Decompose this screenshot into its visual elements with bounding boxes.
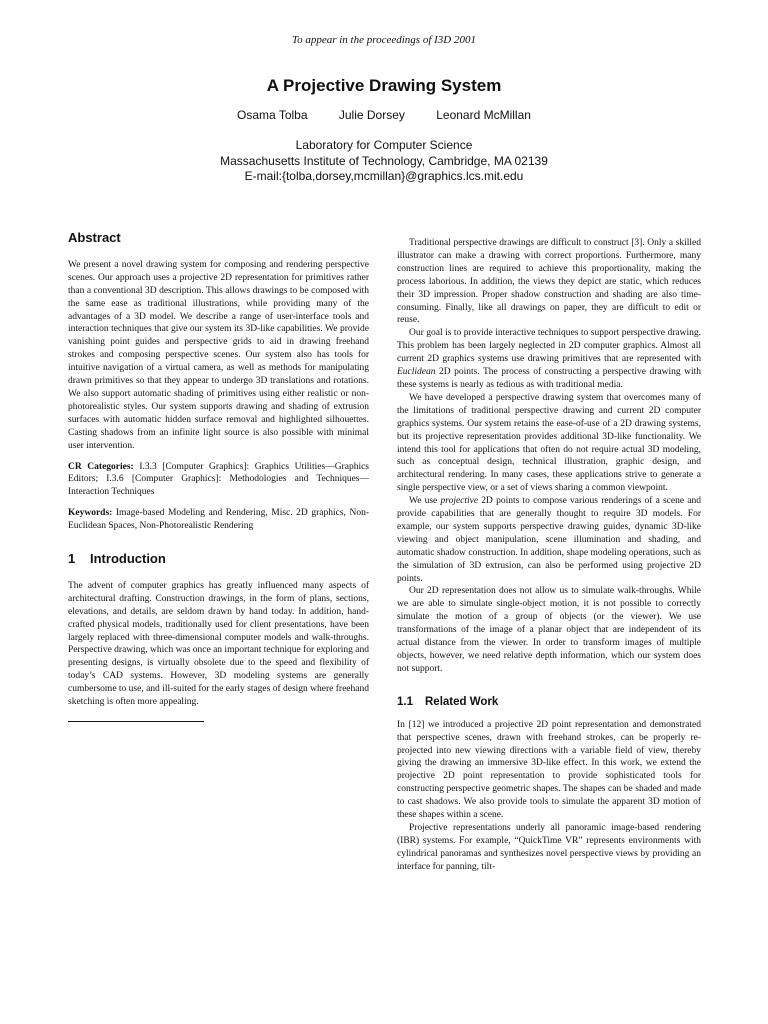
- cr-categories: [68, 461, 369, 500]
- intro-paragraph: The advent of computer graphics has greatly influenced many aspects of architectural drafting. Construction drawings, in the form of plans, sections, elevations, and details, are seldom drawn by hand today. In addition, hand-crafted physical models, traditionally used for client presentations, have been largely replaced with three-dimensional computer models and walk-throughs. Perspective drawing, which was once an important technique for exploring and presenting designs, is virtually obsolete due to the speed and flexibility of today’s CAD systems. However, 3D modeling systems are generally cumbersome to use, and ill-suited for the early stages of design where freehand sketching is often more appealing.: [68, 580, 370, 708]
- intro-paragraph: Our goal is to provide interactive techniques to support perspective drawing. This problem has been largely neglected in 2D computer graphics. Almost all current 2D graphics systems use drawing primitives that are represented with Euclidean 2D points. The process of constructing a perspective drawing with these systems is nearly as tedious as with traditional media.: [397, 328, 701, 390]
- keywords-label: Keywords:: [68, 508, 113, 519]
- intro-paragraph: Our 2D representation does not allow us to simulate walk-throughs. While we are able to simulate single-object motion, it is not possible to correctly simulate the motion of a group of objects (or the viewer). We use transformations of the image of a planar object that are independent of its actual distance from the viewer. In order to transform images of multiple objects, however, we need relative depth information, which our system does not support.: [397, 586, 701, 674]
- section-heading-related-work: [397, 696, 701, 709]
- affiliation-email: E-mail:{tolba,dorsey,mcmillan}@graphics.lcs.mit.edu: [244, 169, 524, 183]
- emphasis-text: projective: [440, 496, 479, 507]
- author-name: Osama Tolba: [237, 108, 308, 122]
- left-column: [68, 232, 369, 722]
- author-list: [0, 108, 768, 122]
- abstract-heading: Abstract: [68, 230, 121, 245]
- keywords-text: Image-based Modeling and Rendering, Misc. 2D graphics, Non-Euclidean Spaces, Non-Photorealistic Rendering: [68, 508, 369, 532]
- related-paragraph: In [12] we introduced a projective 2D point representation and demonstrated that perspective scenes, drawn with freehand strokes, can be properly re-projected into new viewing directions with a variable field of view, thereby giving the drawing an immersive 3D-like effect. In this work, we extend the projective 2D point representation to provide sophisticated tools for constructing perspective geometric shapes. The shapes can be shaded and made to cast shadows. We also provide tools to simulate the apparent 3D motion of these shapes within a scene.: [397, 719, 701, 821]
- intro-paragraph: We have developed a perspective drawing system that overcomes many of the limitations of traditional perspective drawing and current 2D computer graphics systems. Our system retains the ease-of-use of a 2D drawing systems, but its projective representation provides additional 3D-like functionality. We intend this tool for applications that often do not require actual 3D modeling, such as conceptual design, technical illustration, graphic design, and architectural rendering. In many cases, these applications strive to generate a single perspective view, or a set of views sharing a common viewpoint.: [397, 392, 701, 494]
- author-name: Julie Dorsey: [338, 108, 405, 122]
- intro-paragraph: We use projective 2D points to compose various renderings of a scene and provide capabilities that are generally thought to require 3D models. For example, our system supports perspective drawing guides, dynamic 3D-like viewing and object manipulation, scene illumination and shading, and automatic shadow construction. In addition, shape modeling operations, such as the simulation of 3D extrusion, can also be performed using projective 2D points.: [397, 496, 701, 584]
- cr-categories-text: I.3.3 [Computer Graphics]: Graphics Utilities—Graphics Editors; I.3.6 [Computer Graphics]: Methodologies and Techniques—Interaction Techniques: [68, 461, 369, 498]
- keywords: [68, 507, 369, 533]
- paper-title: A Projective Drawing System: [266, 76, 502, 95]
- related-paragraph: Projective representations underly all panoramic image-based rendering (IBR) systems. For example, “QuickTime VR” represents environments with cylindrical panoramas and synthesizes novel perspective views by providing an interface for panning, tilt-: [397, 822, 701, 872]
- affiliation-institute: Massachusetts Institute of Technology, Cambridge, MA 02139: [220, 153, 548, 168]
- cr-categories-label: CR Categories:: [68, 461, 134, 472]
- section-number: 1.1: [397, 695, 413, 708]
- right-column: [397, 237, 701, 874]
- section-title: Related Work: [425, 695, 499, 708]
- abstract-body: We present a novel drawing system for composing and rendering perspective scenes. Our approach uses a projective 2D representation for primitives rather than a conventional 3D description. This allows drawings to be composed with the same ease as traditional illustrations, while providing many of the advantages of a 3D model. We describe a range of user-interface tools and interaction techniques that give our system its 3D-like capabilities. We provide vanishing point guides and perspective grids to aid in drawing freehand strokes and composing perspective scenes. Our system also has tools for intuitive navigation of a virtual camera, as well as methods for manipulating drawn primitives so that they appear to undergo 3D translations and rotations. We also support automatic shading of primitives using either realistic or non-photorealistic styles. Our system supports drawing and shading of extrusion surfaces with automatic hidden surface removal and highlighted silhouettes. Casting shadows from an infinite light source is also possible with minimal user intervention.: [68, 259, 369, 451]
- footnote-rule: [68, 721, 204, 722]
- emphasis-text: Euclidean: [397, 367, 436, 378]
- section-heading-introduction: [68, 553, 369, 566]
- section-number: 1: [68, 551, 76, 567]
- venue-note: To appear in the proceedings of I3D 2001: [291, 34, 477, 46]
- section-title: Introduction: [90, 551, 166, 567]
- affiliation-lab: Laboratory for Computer Science: [295, 138, 473, 152]
- intro-paragraph: Traditional perspective drawings are difficult to construct [3]. Only a skilled illustrator can make a drawing with correct proportions. Furthermore, many construction lines are required to achieve this proportionality, making the process laborious. In addition, the views they depict are static, which reduces their 3D impression. Proper shadow construction and shading are also time-consuming. Finally, like all drawings on paper, they are difficult to edit or reuse.: [397, 238, 701, 326]
- author-name: Leonard McMillan: [436, 108, 531, 122]
- affiliation: [0, 138, 768, 185]
